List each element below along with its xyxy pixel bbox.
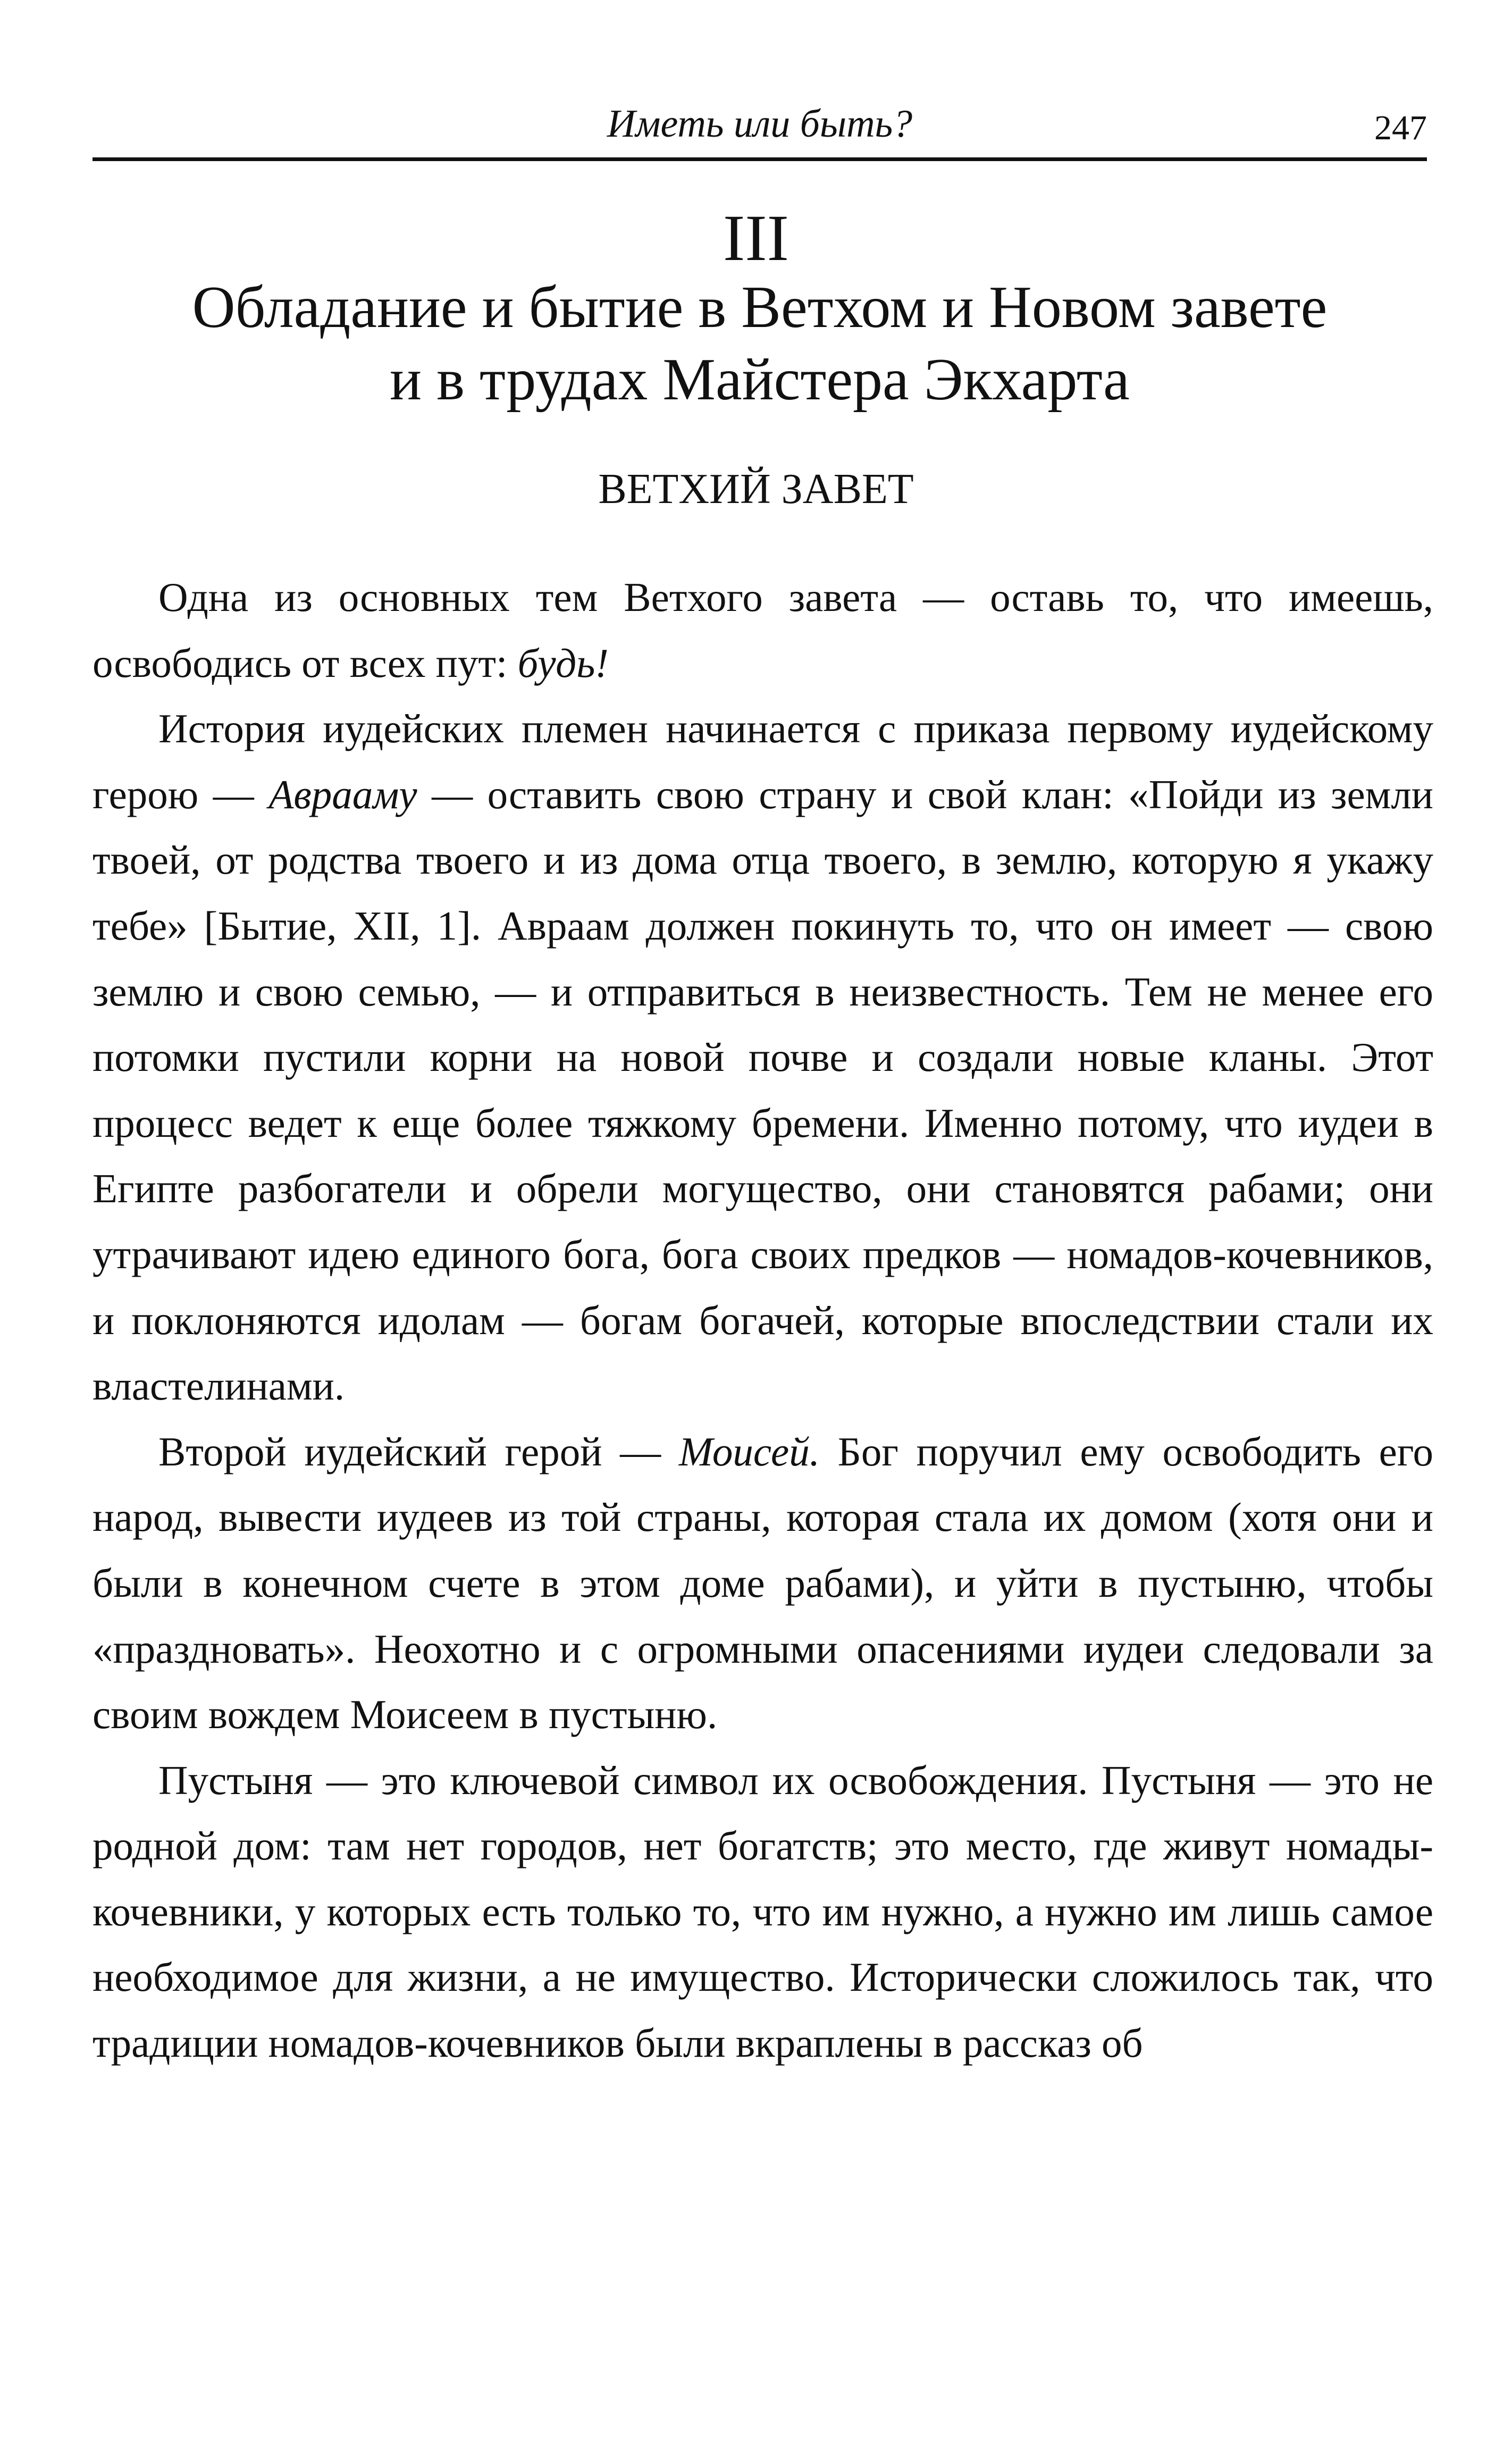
paragraph-1-text: Одна из основных тем Ветхого завета — оставь то, что имеешь, освободись от всех пут: bbox=[93, 574, 1433, 686]
paragraph-2-emphasis: Аврааму bbox=[268, 771, 417, 817]
chapter-title-line-1: Обладание и бытие в Ветхом и Новом завете bbox=[192, 274, 1328, 340]
running-title: Иметь или быть? bbox=[607, 102, 913, 146]
header-rule bbox=[93, 157, 1427, 161]
chapter-title-line-2: и в трудах Майстера Экхарта bbox=[390, 347, 1130, 413]
paragraph-4 bbox=[93, 1748, 1433, 2076]
chapter-title bbox=[93, 271, 1427, 416]
page-number: 247 bbox=[1374, 108, 1427, 147]
paragraph-2-part1: История иудейских племен начинается с приказа первому иудейскому герою — bbox=[93, 706, 1433, 817]
chapter-number: III bbox=[723, 202, 789, 274]
paragraph-3-part1: Второй иудейский герой — bbox=[158, 1428, 679, 1474]
running-head bbox=[93, 95, 1427, 158]
section-heading: ВЕТХИЙ ЗАВЕТ bbox=[598, 466, 914, 513]
paragraph-3-part2: Бог поручил ему освободить его народ, вывести иудеев из той страны, которая стала их домом (хотя они и были в конечном счете в этом доме рабами), и уйти в пустыню, чтобы «праздновать». Неохотно и с огромными опасениями иудеи следовали за своим вождем Моисеем в пустыню. bbox=[93, 1428, 1433, 1738]
paragraph-2-part2: — оставить свою страну и свой клан: «Пойди из земли твоей, от родства твоего и из дома отца твоего, в землю, которую я укажу тебе» [Бытие, XII, 1]. Авраам должен покинуть то, что он имеет — свою землю и свою семью, — и отправиться в неизвестность. Тем не менее его потомки пустили корни на новой почве и создали новые кланы. Этот процесс ведет к еще более тяжкому бремени. Именно потому, что иудеи в Египте разбогатели и обрели могущество, они становятся рабами; они утрачивают идею единого бога, бога своих предков — номадов-кочевников, и поклоняются идолам — богам богачей, которые впоследствии стали их властелинами. bbox=[93, 771, 1433, 1409]
paragraph-2 bbox=[93, 696, 1433, 1419]
paragraph-3 bbox=[93, 1419, 1433, 1748]
body-text bbox=[93, 565, 1433, 2076]
paragraph-3-emphasis: Моисей. bbox=[678, 1428, 820, 1474]
paragraph-1 bbox=[93, 565, 1433, 696]
paragraph-4-text: Пустыня — это ключевой символ их освобождения. Пустыня — это не родной дом: там нет городов, нет богатств; это место, где живут номады-кочевники, у которых есть только то, что им нужно, а нужно им лишь самое необходимое для жизни, а не имущество. Исторически сложилось так, что традиции номадов-кочевников были вкраплены в рассказ об bbox=[93, 1757, 1433, 2066]
paragraph-1-emphasis: будь! bbox=[517, 640, 609, 686]
